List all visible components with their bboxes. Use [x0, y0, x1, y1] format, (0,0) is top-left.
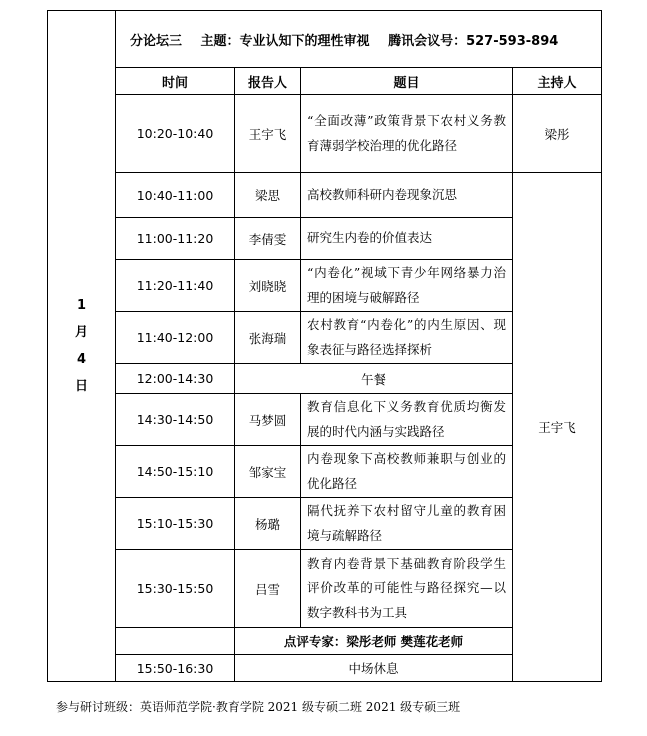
header-time: 时间 — [116, 68, 235, 95]
row-time: 11:00-11:20 — [116, 218, 235, 260]
row-topic: 内卷现象下高校教师兼职与创业的优化路径 — [301, 446, 513, 498]
row-topic: 教育内卷背景下基础教育阶段学生评价改革的可能性与路径探究—以数字教科书为工具 — [301, 550, 513, 628]
row-speaker: 吕雪 — [235, 550, 301, 628]
row-speaker: 马梦圆 — [235, 394, 301, 446]
row-time: 12:00-14:30 — [116, 364, 235, 394]
forum-header-row — [48, 11, 602, 68]
row-time: 10:20-10:40 — [116, 95, 235, 173]
row-speaker: 梁思 — [235, 173, 301, 218]
date-day-char: 日 — [74, 379, 88, 394]
row-speaker: 王宇飞 — [235, 95, 301, 173]
row-topic: “内卷化”视域下青少年网络暴力治理的困境与破解路径 — [301, 260, 513, 312]
row-time: 14:50-15:10 — [116, 446, 235, 498]
host-cell-2: 王宇飞 — [513, 173, 602, 682]
host-cell-1: 梁彤 — [513, 95, 602, 173]
row-speaker: 刘晓晓 — [235, 260, 301, 312]
row-topic: 隔代抚养下农村留守儿童的教育困境与疏解路径 — [301, 498, 513, 550]
reviewers-label: 点评专家：梁彤老师 樊莲花老师 — [235, 628, 513, 655]
date-month-number: 1 — [76, 298, 87, 313]
break-time: 15:50-16:30 — [116, 655, 235, 682]
row-topic: 研究生内卷的价值表达 — [301, 218, 513, 260]
column-header-row — [48, 68, 602, 95]
row-time: 15:30-15:50 — [116, 550, 235, 628]
row-time: 11:20-11:40 — [116, 260, 235, 312]
meeting-number[interactable]: 腾讯会议号：527-593-894 — [388, 33, 559, 49]
row-speaker: 杨璐 — [235, 498, 301, 550]
row-topic: 高校教师科研内卷现象沉思 — [301, 173, 513, 218]
break-label: 中场休息 — [235, 655, 513, 682]
header-speaker: 报告人 — [235, 68, 301, 95]
lunch-label: 午餐 — [235, 364, 513, 394]
row-time: 11:40-12:00 — [116, 312, 235, 364]
date-day-number: 4 — [76, 352, 87, 367]
row-time: 14:30-14:50 — [116, 394, 235, 446]
reviewers-time-blank — [116, 628, 235, 655]
footer-participants: 参与研讨班级：英语师范学院·教育学院 2021 级专硕二班 2021 级专硕三班 — [56, 700, 461, 714]
forum-theme: 主题：专业认知下的理性审视 — [200, 33, 370, 49]
row-speaker: 张海瑞 — [235, 312, 301, 364]
row-topic: “全面改薄”政策背景下农村义务教育薄弱学校治理的优化路径 — [301, 95, 513, 173]
forum-name: 分论坛三 — [130, 33, 183, 49]
table-row — [48, 95, 602, 173]
header-host: 主持人 — [513, 68, 602, 95]
row-time: 15:10-15:30 — [116, 498, 235, 550]
row-speaker: 李倩雯 — [235, 218, 301, 260]
header-topic: 题目 — [301, 68, 513, 95]
schedule-table — [47, 10, 602, 682]
forum-title — [116, 11, 602, 68]
date-month-char: 月 — [74, 325, 88, 340]
date-cell — [48, 11, 116, 682]
row-topic: 农村教育“内卷化”的内生原因、现象表征与路径选择探析 — [301, 312, 513, 364]
table-row — [48, 173, 602, 218]
row-topic: 教育信息化下义务教育优质均衡发展的时代内涵与实践路径 — [301, 394, 513, 446]
row-speaker: 邹家宝 — [235, 446, 301, 498]
row-time: 10:40-11:00 — [116, 173, 235, 218]
